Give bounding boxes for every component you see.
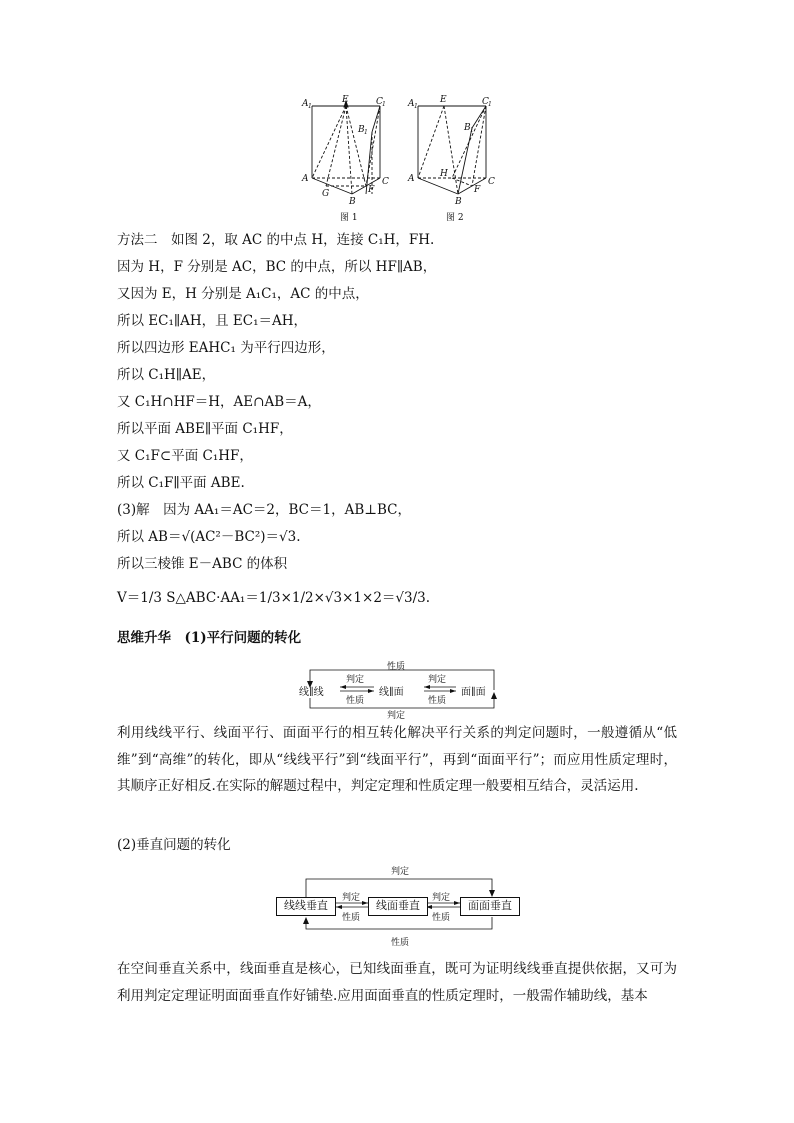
label-F: F <box>368 185 375 195</box>
proof-line-8: 所以平面 ABE∥平面 C₁HF， <box>117 421 293 437</box>
figure-1 <box>312 101 380 194</box>
label-E: E <box>440 95 447 105</box>
label-B: B <box>349 197 356 207</box>
d1-arrow1-bottom: 性质 <box>346 696 365 706</box>
svg-text:1: 1 <box>382 101 386 108</box>
d2-arrow2-bottom: 性质 <box>432 913 451 923</box>
proof-line-2: 因为 H，F 分别是 AC，BC 的中点，所以 HF∥AB， <box>117 259 437 275</box>
proof-line-6: 所以 C₁H∥AE， <box>117 367 216 383</box>
label-A1: A <box>302 99 309 109</box>
proof-line-3: 又因为 E，H 分别是 A₁C₁，AC 的中点， <box>117 286 369 302</box>
part1-paragraph: 利用线线平行、线面平行、面面平行的相互转化解决平行关系的判定问题时，一般遵循从“低维”到“高维”的转化，即从“线线平行”到“线面平行”，再到“面面平行”；而应用性质定理时，其顺序正好相反.在实际的解题过程中，判定定理和性质定理一般要相互结合，灵活运用. <box>117 725 677 794</box>
label-B1: B <box>464 123 471 133</box>
d1-arrow1-top: 判定 <box>346 675 365 685</box>
label-C1: C <box>376 97 383 107</box>
figure-2 <box>418 106 486 194</box>
d2-node-line-line: 线线垂直 <box>276 897 336 916</box>
svg-text:1: 1 <box>308 103 312 110</box>
label-A: A <box>302 174 309 184</box>
d1-arrow2-top: 判定 <box>428 675 447 685</box>
label-A1: A <box>408 99 415 109</box>
figure-2-labels <box>407 95 495 223</box>
svg-text:1: 1 <box>364 129 368 136</box>
proof-line-9: 又 C₁F⊂平面 C₁HF， <box>117 448 253 464</box>
proof-line-11: (3)解 因为 AA₁＝AC＝2，BC＝1，AB⊥BC， <box>117 502 411 518</box>
d1-node-plane-plane: 面∥面 <box>461 687 486 698</box>
label-B: B <box>455 197 462 207</box>
label-E: E <box>342 95 349 105</box>
volume-formula: V＝1/3 S△ABC·AA₁＝1/3×1/2×√3×1×2＝√3/3. <box>117 590 431 606</box>
part2-paragraph: 在空间垂直关系中，线面垂直是核心，已知线面垂直，既可为证明线线垂直提供依据，又可为利用判定定理证明面面垂直作好铺垫.应用面面垂直的性质定理时，一般需作辅助线，基本 <box>117 961 677 1004</box>
d2-bottom-label: 性质 <box>391 938 410 948</box>
d1-node-line-plane: 线∥面 <box>379 687 404 698</box>
d2-top-label: 判定 <box>391 867 410 877</box>
d2-arrow1-top: 判定 <box>342 893 361 903</box>
d1-bottom-label: 判定 <box>387 711 406 721</box>
part1-title: (1)平行问题的转化 <box>184 630 302 646</box>
d1-node-line-line: 线∥线 <box>299 687 324 698</box>
proof-line-10: 所以 C₁F∥平面 ABE. <box>117 475 245 491</box>
summary-heading-row <box>117 628 301 648</box>
geometry-figures <box>290 92 510 224</box>
proof-line-4: 所以 EC₁∥AH，且 EC₁＝AH， <box>117 313 308 329</box>
proof-line-13: 所以三棱锥 E－ABC 的体积 <box>117 556 288 572</box>
proof-line-7: 又 C₁H∩HF＝H，AE∩AB＝A， <box>117 394 321 410</box>
label-C1: C <box>482 97 489 107</box>
d2-node-line-plane: 线面垂直 <box>368 897 428 916</box>
d2-node-plane-plane: 面面垂直 <box>460 897 520 916</box>
svg-text:1: 1 <box>470 127 474 134</box>
label-G: G <box>322 189 330 199</box>
proof-line-1: 方法二 如图 2，取 AC 的中点 H，连接 C₁H，FH. <box>117 232 435 248</box>
label-C: C <box>488 177 495 187</box>
d2-arrow1-bottom: 性质 <box>342 913 361 923</box>
part2-title: (2)垂直问题的转化 <box>117 837 231 853</box>
proof-line-5: 所以四边形 EAHC₁ 为平行四边形， <box>117 340 335 356</box>
figure-1-labels <box>301 95 389 223</box>
label-F: F <box>474 185 481 195</box>
d1-arrow2-bottom: 性质 <box>428 696 447 706</box>
summary-heading: 思维升华 <box>117 630 171 646</box>
label-A: A <box>408 174 415 184</box>
label-B1: B <box>358 125 365 135</box>
d1-top-label: 性质 <box>387 662 406 672</box>
svg-text:1: 1 <box>414 103 418 110</box>
label-C: C <box>382 177 389 187</box>
proof-line-12: 所以 AB＝√(AC²－BC²)＝√3. <box>117 529 301 545</box>
svg-text:1: 1 <box>488 101 492 108</box>
figure-2-caption: 图 2 <box>446 213 464 223</box>
figure-1-caption: 图 1 <box>340 213 358 223</box>
d2-arrow2-top: 判定 <box>432 893 451 903</box>
label-H: H <box>440 169 448 179</box>
